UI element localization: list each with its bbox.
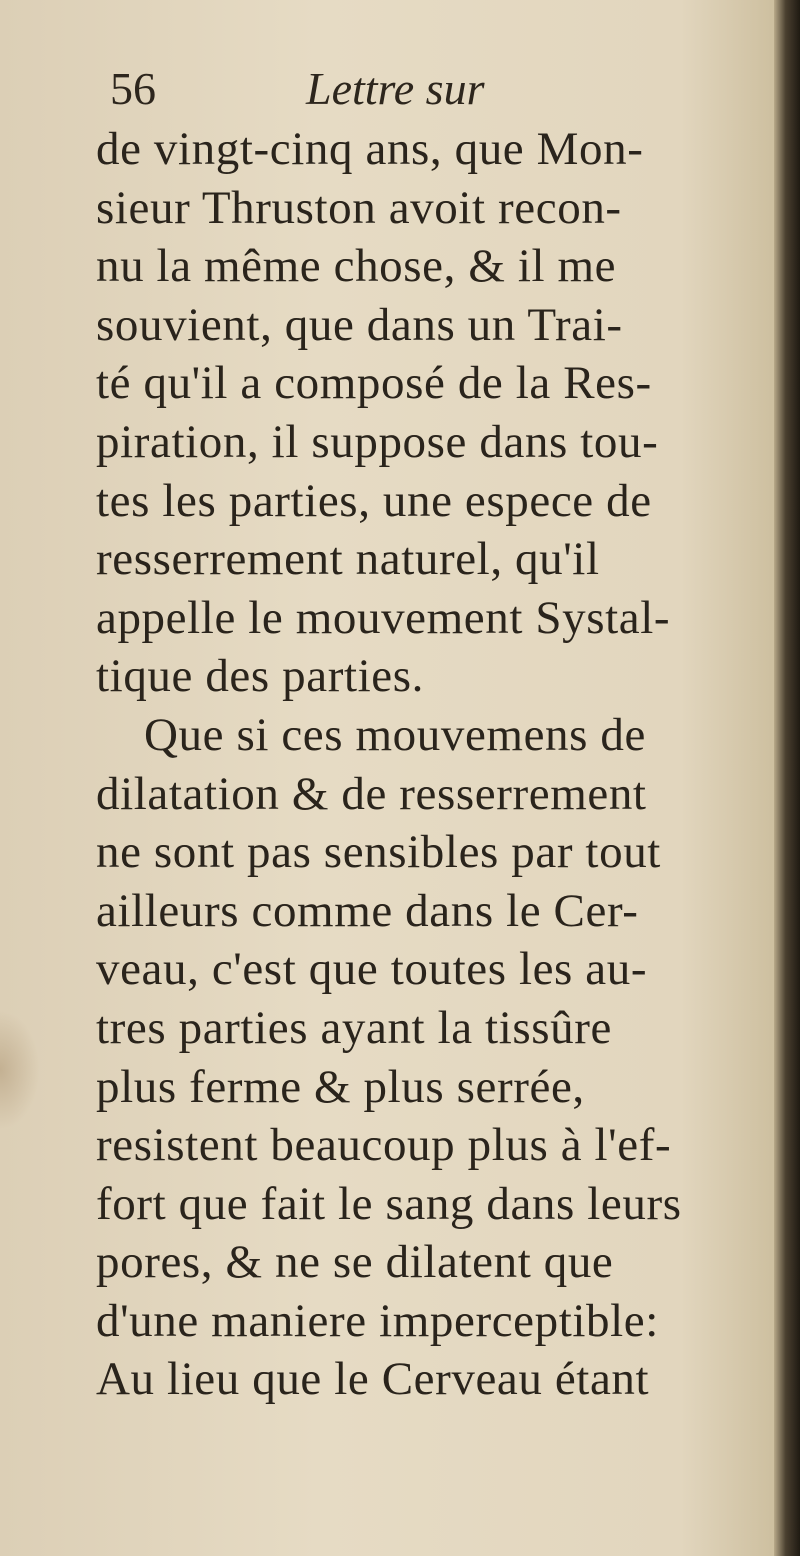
text-line: tes les parties, une espece de: [96, 474, 652, 527]
text-line: appelle le mouvement Systal-: [96, 591, 671, 644]
text-line: souvient, que dans un Trai-: [96, 298, 623, 351]
text-line: té qu'il a composé de la Res-: [96, 357, 652, 410]
binding-edge: [774, 0, 800, 1556]
text-line: sieur Thruston avoit recon-: [96, 181, 622, 234]
text-line: veau, c'est que toutes les au-: [96, 943, 648, 996]
text-line: Que si ces mouvemens de: [144, 708, 646, 761]
text-line: dilatation & de resserrement: [96, 767, 647, 820]
text-line: ne sont pas sensibles par tout: [96, 826, 661, 879]
text-line: resistent beaucoup plus à l'ef-: [96, 1119, 672, 1172]
text-line: nu la même chose, & il me: [96, 240, 617, 293]
text-line: resserrement naturel, qu'il: [96, 533, 600, 586]
text-line: piration, il suppose dans tou-: [96, 415, 659, 468]
text-line: tres parties ayant la tissûre: [96, 1001, 612, 1054]
text-line: de vingt-cinq ans, que Mon-: [96, 123, 644, 175]
text-line: d'une maniere imperceptible:: [96, 1294, 659, 1347]
text-line: fort que fait le sang dans leurs: [96, 1177, 682, 1230]
text-line: ailleurs comme dans le Cer-: [96, 884, 639, 937]
text-line: pores, & ne se dilatent que: [96, 1236, 614, 1289]
page-header: [110, 62, 484, 122]
paper-stain: [0, 1010, 40, 1130]
page-number: 56: [110, 63, 156, 114]
text-line: Au lieu que le Cerveau étant: [96, 1353, 650, 1406]
text-line: plus ferme & plus serrée,: [96, 1060, 585, 1113]
body-text: [96, 120, 776, 1409]
running-title: Lettre sur: [306, 63, 485, 114]
text-line: tique des parties.: [96, 650, 424, 703]
